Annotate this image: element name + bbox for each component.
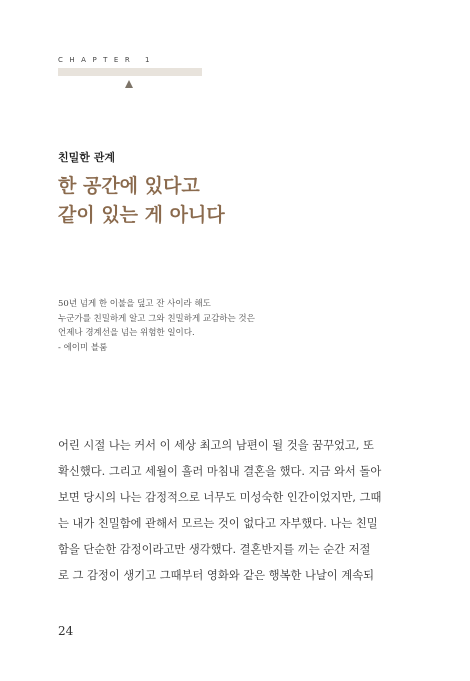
epigraph-attribution: - 에이미 블룸 [58, 342, 108, 353]
body-line: 로 그 감정이 생기고 그때부터 영화와 같은 행복한 나날이 계속되 [58, 569, 375, 582]
body-line: 는 내가 친밀함에 관해서 모르는 것이 없다고 자부했다. 나는 친밀 [58, 517, 378, 530]
chapter-title-line: 같이 있는 게 아니다 [58, 204, 225, 226]
body-line: 보면 당시의 나는 감정적으로 너무도 미성숙한 인간이었지만, 그때 [58, 491, 382, 504]
epigraph-line: 언제나 경계선을 넘는 위험한 일이다. [58, 328, 195, 338]
chapter-label: CHAPTER 1 [58, 56, 156, 64]
epigraph [58, 297, 255, 355]
chapter-bar [58, 68, 202, 76]
body-paragraph [58, 433, 412, 589]
body-line: 함을 단순한 감정이라고만 생각했다. 결혼반지를 끼는 순간 저절 [58, 543, 371, 556]
section-label: 친밀한 관계 [58, 151, 115, 164]
epigraph-line: 누군가를 친밀하게 알고 그와 친밀하게 교감하는 것은 [58, 313, 255, 324]
body-line: 확신했다. 그리고 세월이 흘러 마침내 결혼을 했다. 지금 와서 돌아 [58, 465, 382, 478]
chapter-title-line: 한 공간에 있다고 [58, 175, 200, 197]
body-line: 어린 시절 나는 커서 이 세상 최고의 남편이 될 것을 꿈꾸었고, 또 [58, 439, 374, 452]
page-number: 24 [58, 624, 74, 638]
epigraph-line: 50년 넘게 한 이불을 덮고 잔 사이라 해도 [58, 299, 211, 309]
chapter-arrow-icon [125, 80, 133, 88]
chapter-title [58, 172, 225, 230]
